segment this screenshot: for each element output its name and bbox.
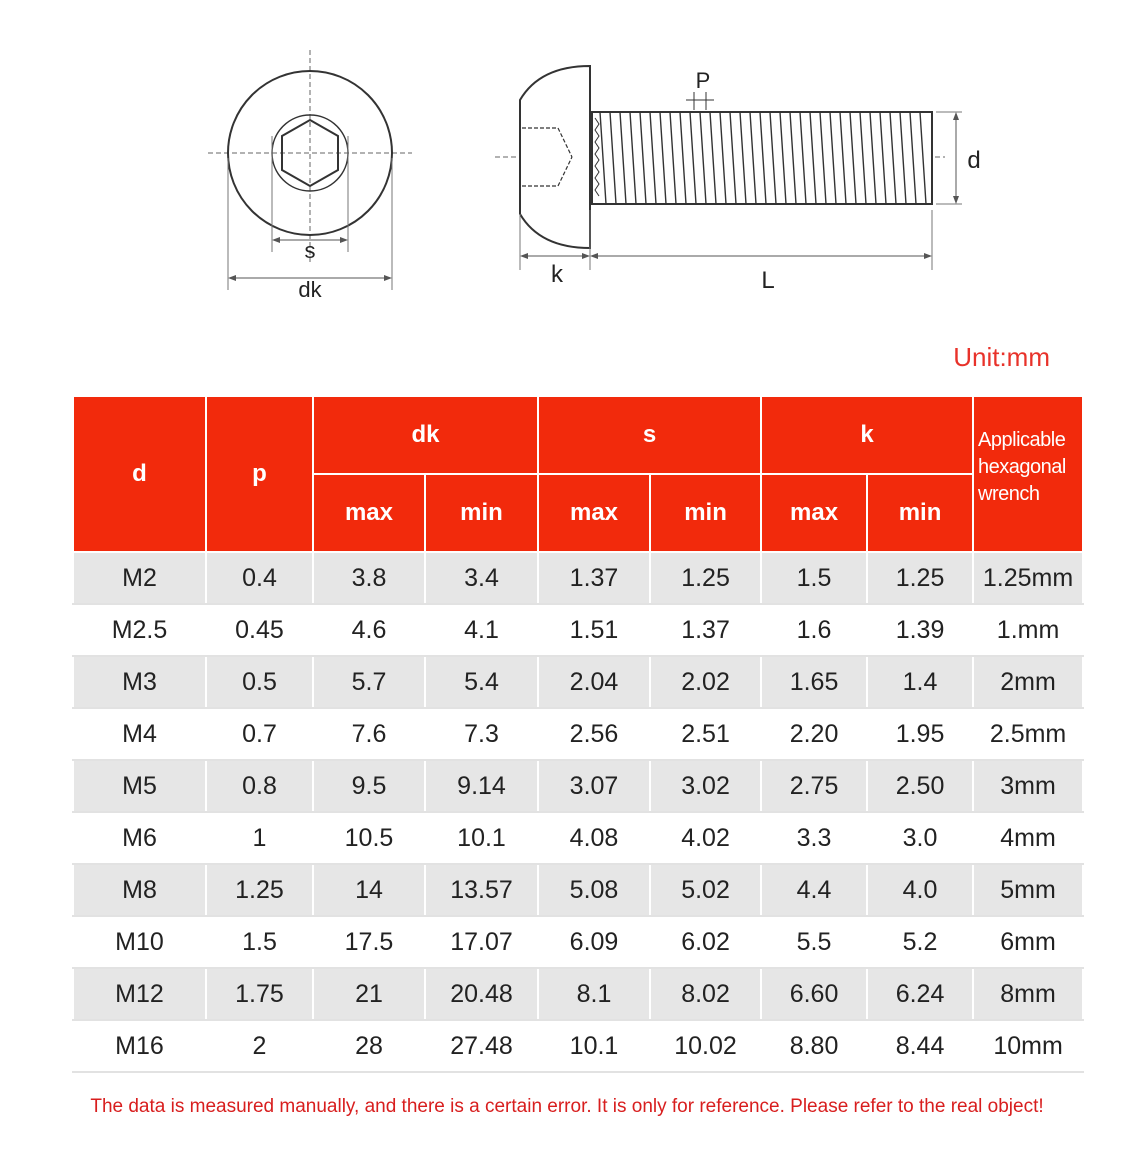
cell-k-min: 1.39 [867,604,973,656]
cell-wrench: 1.25mm [973,552,1083,604]
cell-k-min: 8.44 [867,1020,973,1072]
cell-k-max: 6.60 [761,968,867,1020]
cell-k-max: 8.80 [761,1020,867,1072]
cell-p: 0.5 [206,656,313,708]
cell-s-min: 8.02 [650,968,761,1020]
cell-wrench: 10mm [973,1020,1083,1072]
header-p: p [206,396,313,552]
cell-p: 1.75 [206,968,313,1020]
cell-s-max: 1.51 [538,604,650,656]
cell-s-min: 3.02 [650,760,761,812]
cell-p: 1 [206,812,313,864]
cell-p: 0.4 [206,552,313,604]
cell-d: M5 [73,760,206,812]
header-wrench [973,396,1083,552]
cell-p: 1.5 [206,916,313,968]
cell-d: M12 [73,968,206,1020]
spec-table-body [73,552,1083,1072]
cell-p: 0.8 [206,760,313,812]
cell-dk-max: 28 [313,1020,425,1072]
cell-dk-max: 17.5 [313,916,425,968]
table-row [73,864,1083,916]
cell-s-max: 6.09 [538,916,650,968]
header-k: k [761,396,973,474]
header-wrench-line: hexagonal [978,456,1066,478]
table-row [73,812,1083,864]
table-row [73,708,1083,760]
cell-d: M16 [73,1020,206,1072]
header-wrench-line: Applicable [978,429,1066,451]
cell-wrench: 3mm [973,760,1083,812]
cell-d: M8 [73,864,206,916]
cell-k-max: 5.5 [761,916,867,968]
cell-p: 0.45 [206,604,313,656]
cell-s-max: 10.1 [538,1020,650,1072]
cell-s-min: 10.02 [650,1020,761,1072]
table-row [73,656,1083,708]
cell-s-min: 2.02 [650,656,761,708]
header-k-min: min [867,474,973,552]
cell-dk-min: 4.1 [425,604,538,656]
cell-k-max: 2.20 [761,708,867,760]
unit-label: Unit:mm [953,342,1050,372]
cell-k-max: 1.5 [761,552,867,604]
cell-dk-max: 14 [313,864,425,916]
cell-s-min: 1.37 [650,604,761,656]
cell-s-min: 4.02 [650,812,761,864]
header-dk-max: max [313,474,425,552]
header-s-min: min [650,474,761,552]
cell-d: M10 [73,916,206,968]
cell-k-min: 2.50 [867,760,973,812]
cell-dk-max: 4.6 [313,604,425,656]
cell-s-min: 6.02 [650,916,761,968]
screw-side-view [495,66,962,270]
label-p: P [695,68,711,93]
spec-table [72,395,1084,1073]
cell-wrench: 8mm [973,968,1083,1020]
table-row [73,916,1083,968]
cell-wrench: 5mm [973,864,1083,916]
header-wrench-line: wrench [978,483,1040,505]
cell-dk-max: 3.8 [313,552,425,604]
table-row [73,552,1083,604]
cell-d: M4 [73,708,206,760]
cell-s-max: 8.1 [538,968,650,1020]
cell-s-max: 2.56 [538,708,650,760]
cell-dk-min: 10.1 [425,812,538,864]
cell-dk-max: 10.5 [313,812,425,864]
cell-s-min: 5.02 [650,864,761,916]
cell-d: M2.5 [73,604,206,656]
cell-wrench: 4mm [973,812,1083,864]
cell-k-min: 5.2 [867,916,973,968]
cell-k-min: 6.24 [867,968,973,1020]
cell-wrench: 2.5mm [973,708,1083,760]
header-k-max: max [761,474,867,552]
table-row [73,760,1083,812]
header-dk-min: min [425,474,538,552]
cell-dk-max: 9.5 [313,760,425,812]
cell-s-max: 3.07 [538,760,650,812]
cell-k-min: 4.0 [867,864,973,916]
cell-dk-min: 20.48 [425,968,538,1020]
label-s: s [304,238,316,263]
cell-s-max: 2.04 [538,656,650,708]
table-row [73,604,1083,656]
cell-dk-min: 13.57 [425,864,538,916]
cell-wrench: 6mm [973,916,1083,968]
cell-wrench: 2mm [973,656,1083,708]
cell-k-min: 3.0 [867,812,973,864]
header-dk: dk [313,396,538,474]
cell-p: 1.25 [206,864,313,916]
cell-p: 0.7 [206,708,313,760]
cell-s-max: 5.08 [538,864,650,916]
cell-k-min: 1.95 [867,708,973,760]
cell-dk-min: 17.07 [425,916,538,968]
cell-k-max: 3.3 [761,812,867,864]
cell-k-max: 1.6 [761,604,867,656]
cell-d: M3 [73,656,206,708]
cell-p: 2 [206,1020,313,1072]
cell-dk-max: 7.6 [313,708,425,760]
cell-dk-min: 7.3 [425,708,538,760]
header-s-max: max [538,474,650,552]
cell-dk-max: 5.7 [313,656,425,708]
label-d: d [967,147,981,174]
screw-dimension-diagram [0,0,1134,340]
cell-k-max: 2.75 [761,760,867,812]
cell-wrench: 1.mm [973,604,1083,656]
cell-s-min: 2.51 [650,708,761,760]
table-row [73,1020,1083,1072]
cell-dk-max: 21 [313,968,425,1020]
cell-k-max: 1.65 [761,656,867,708]
cell-dk-min: 3.4 [425,552,538,604]
cell-s-max: 1.37 [538,552,650,604]
cell-d: M2 [73,552,206,604]
cell-s-min: 1.25 [650,552,761,604]
cell-k-max: 4.4 [761,864,867,916]
cell-k-min: 1.4 [867,656,973,708]
label-l: L [761,267,775,294]
cell-dk-min: 5.4 [425,656,538,708]
cell-dk-min: 9.14 [425,760,538,812]
label-k: k [551,261,563,288]
cell-d: M6 [73,812,206,864]
header-s: s [538,396,761,474]
disclaimer-note: The data is measured manually, and there is a certain error. It is only for reference. Please refer to the real object! [90,1096,1044,1117]
label-dk: dk [298,277,322,302]
cell-dk-min: 27.48 [425,1020,538,1072]
table-row [73,968,1083,1020]
header-d: d [73,396,206,552]
cell-s-max: 4.08 [538,812,650,864]
cell-k-min: 1.25 [867,552,973,604]
